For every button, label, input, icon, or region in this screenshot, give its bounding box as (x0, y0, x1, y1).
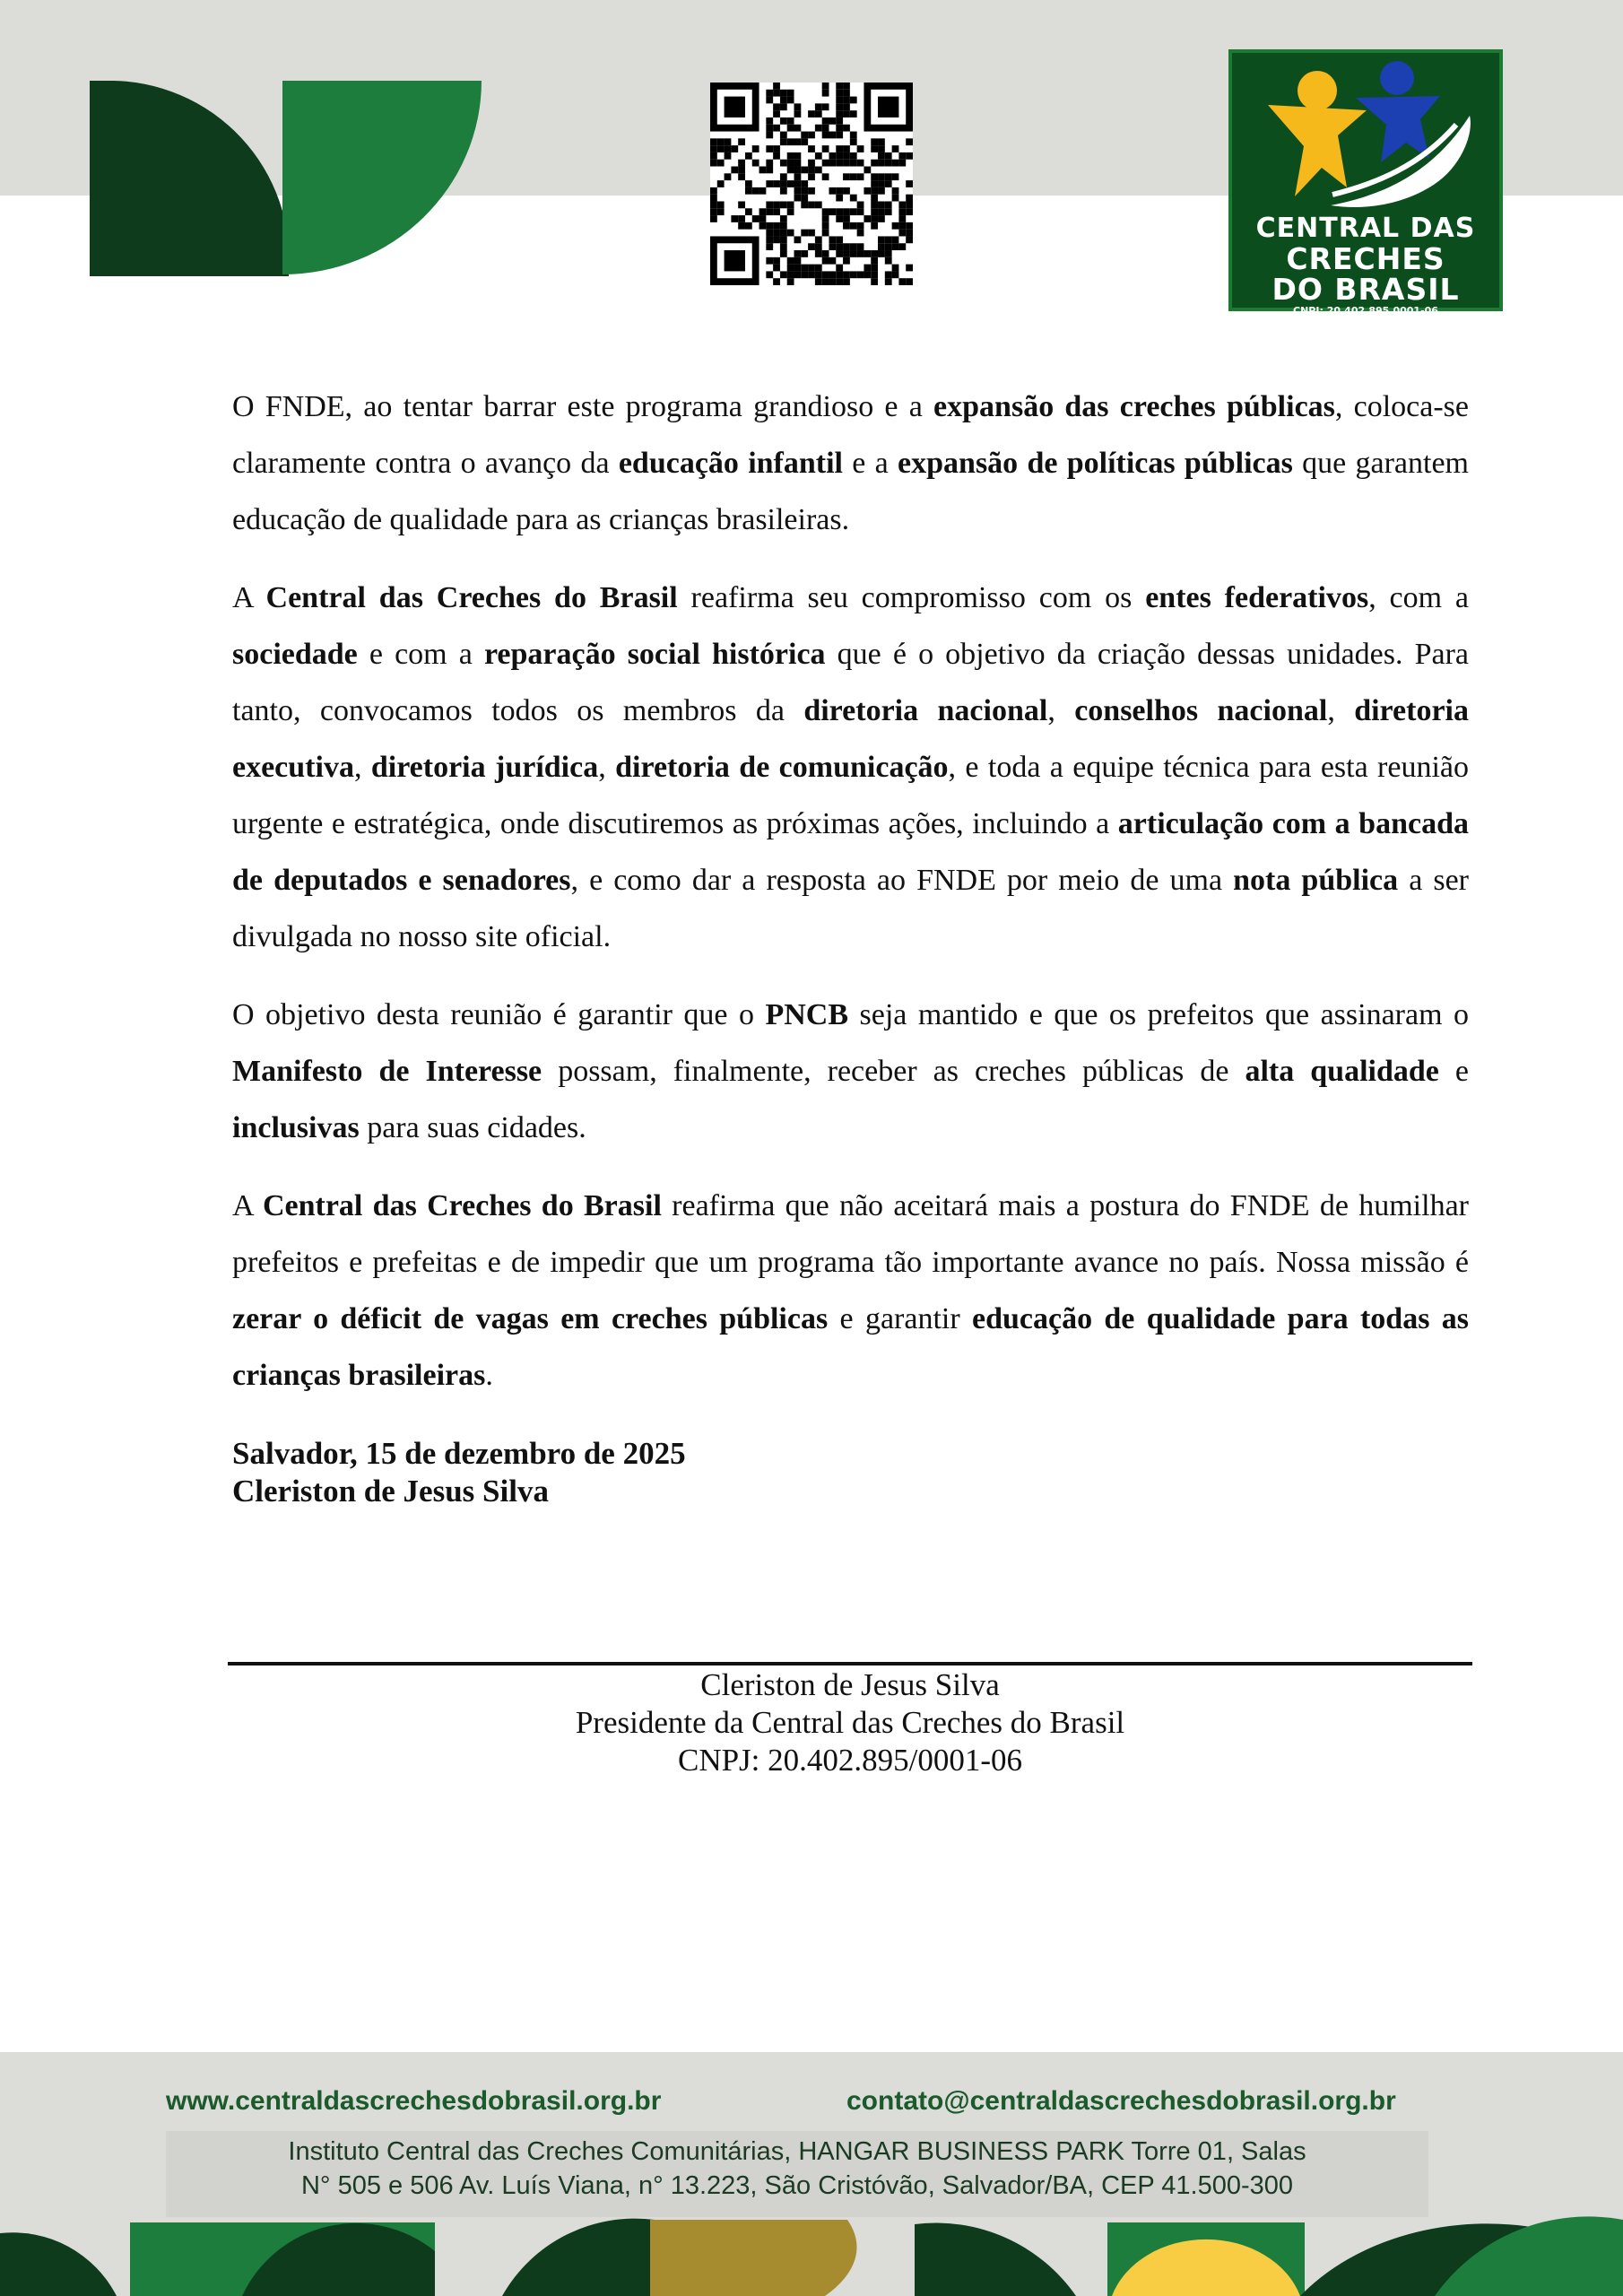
logo-line-2: CRECHES (1286, 241, 1445, 276)
logo-cnpj: CNPJ: 20.402.895.0001-06 (1293, 305, 1438, 317)
emphasis-text: articulação com a bancada de deputados e senadores (232, 807, 1469, 897)
text-run: e (1438, 1055, 1469, 1088)
text-run: A (232, 1189, 263, 1222)
email-link[interactable]: contato@centraldascrechesdobrasil.org.br (846, 2086, 1396, 2116)
emphasis-text: zerar o déficit de vagas em creches públicas (232, 1302, 829, 1335)
text-run: que garantem educação de qualidade para as crianças brasileiras. (232, 447, 1469, 536)
emphasis-text: diretoria executiva (232, 694, 1469, 784)
text-run: e com a (357, 638, 484, 671)
text-run: O FNDE, ao tentar barrar este programa grandioso e a (232, 390, 934, 423)
central-das-creches-logo (1228, 49, 1503, 317)
text-run: A (232, 581, 266, 614)
text-run: , (598, 751, 616, 784)
text-run: reafirma que não aceitará mais a postura do FNDE de humilhar prefeitos e prefeitas e de impedir que um programa tão importante avance no país. Nossa missão é (232, 1189, 1469, 1279)
footer-decorative-shapes (0, 2215, 1623, 2296)
text-run: , (1047, 694, 1075, 727)
text-run: , (1327, 694, 1355, 727)
text-run: para suas cidades. (359, 1111, 586, 1144)
emphasis-text: diretoria nacional (803, 694, 1048, 727)
place-and-date: Salvador, 15 de dezembro de 2025 (232, 1436, 686, 1471)
signatory-role: Presidente da Central das Creches do Brasil (575, 1705, 1125, 1740)
emphasis-text: inclusivas (232, 1111, 360, 1144)
paragraph-4 (232, 1178, 1469, 1404)
emphasis-text: expansão de políticas públicas (898, 447, 1293, 480)
text-run: a ser divulgada no nosso site oficial. (232, 864, 1469, 953)
emphasis-text: educação de qualidade para todas as crianças brasileiras (232, 1302, 1469, 1392)
emphasis-text: Central das Creches do Brasil (265, 581, 678, 614)
paragraph-1 (232, 378, 1469, 548)
emphasis-text: nota pública (1233, 864, 1399, 897)
text-run: O objetivo desta reunião é garantir que o (232, 998, 766, 1031)
address-line-2: N° 505 e 506 Av. Luís Viana, n° 13.223, São Cristóvão, Salvador/BA, CEP 41.500-300 (300, 2171, 1294, 2200)
emphasis-text: alta qualidade (1245, 1055, 1439, 1088)
logo-line-3: DO BRASIL (1271, 272, 1460, 307)
emphasis-text: entes federativos (1145, 581, 1369, 614)
paragraph-2 (232, 570, 1469, 965)
text-run: , (353, 751, 371, 784)
address-line-1: Instituto Central das Creches Comunitárias, HANGAR BUSINESS PARK Torre 01, Salas (288, 2137, 1306, 2166)
text-run: reafirma seu compromisso com os (677, 581, 1146, 614)
emphasis-text: reparação social histórica (483, 638, 826, 671)
emphasis-text: diretoria jurídica (370, 751, 599, 784)
text-run: , com a (1368, 581, 1469, 614)
emphasis-text: Manifesto de Interesse (232, 1055, 542, 1088)
emphasis-text: conselhos nacional (1074, 694, 1328, 727)
emphasis-text: educação infantil (618, 447, 843, 480)
text-run: , e como dar a resposta ao FNDE por meio de uma (570, 864, 1234, 897)
text-run: . (485, 1359, 493, 1392)
signatory-cnpj: CNPJ: 20.402.895/0001-06 (677, 1743, 1023, 1778)
author-name: Cleriston de Jesus Silva (232, 1474, 549, 1509)
text-run: , e toda a equipe técnica para esta reunião urgente e estratégica, onde discutiremos as próximas ações, incluindo a (232, 751, 1470, 840)
signature-block (228, 1666, 1472, 1779)
decorative-leaf-shapes (90, 81, 484, 278)
emphasis-text: Central das Creches do Brasil (262, 1189, 662, 1222)
footer-address (166, 2135, 1428, 2203)
website-link[interactable]: www.centraldascrechesdobrasil.org.br (166, 2086, 662, 2116)
text-run: e a (843, 447, 898, 480)
qr-code[interactable] (710, 83, 913, 285)
text-run: possam, finalmente, receber as creches públicas de (542, 1055, 1245, 1088)
emphasis-text: PNCB (765, 998, 849, 1031)
emphasis-text: diretoria de comunicação (615, 751, 949, 784)
emphasis-text: expansão das creches públicas (933, 390, 1335, 423)
signatory-name: Cleriston de Jesus Silva (700, 1667, 1000, 1702)
logo-line-1: CENTRAL DAS (1255, 213, 1476, 244)
emphasis-text: sociedade (232, 638, 358, 671)
paragraph-3 (232, 987, 1469, 1156)
letter-body (232, 378, 1469, 1425)
children-hand-icon (1232, 53, 1499, 214)
text-run: e garantir (828, 1302, 972, 1335)
text-run: seja mantido e que os prefeitos que assinaram o (848, 998, 1469, 1031)
text-run: , coloca-se claramente contra o avanço da (232, 390, 1469, 480)
signature-line (228, 1662, 1472, 1665)
closing-block (232, 1435, 686, 1510)
text-run: que é o objetivo da criação dessas unidades. Para tanto, convocamos todos os membros da (232, 638, 1470, 727)
